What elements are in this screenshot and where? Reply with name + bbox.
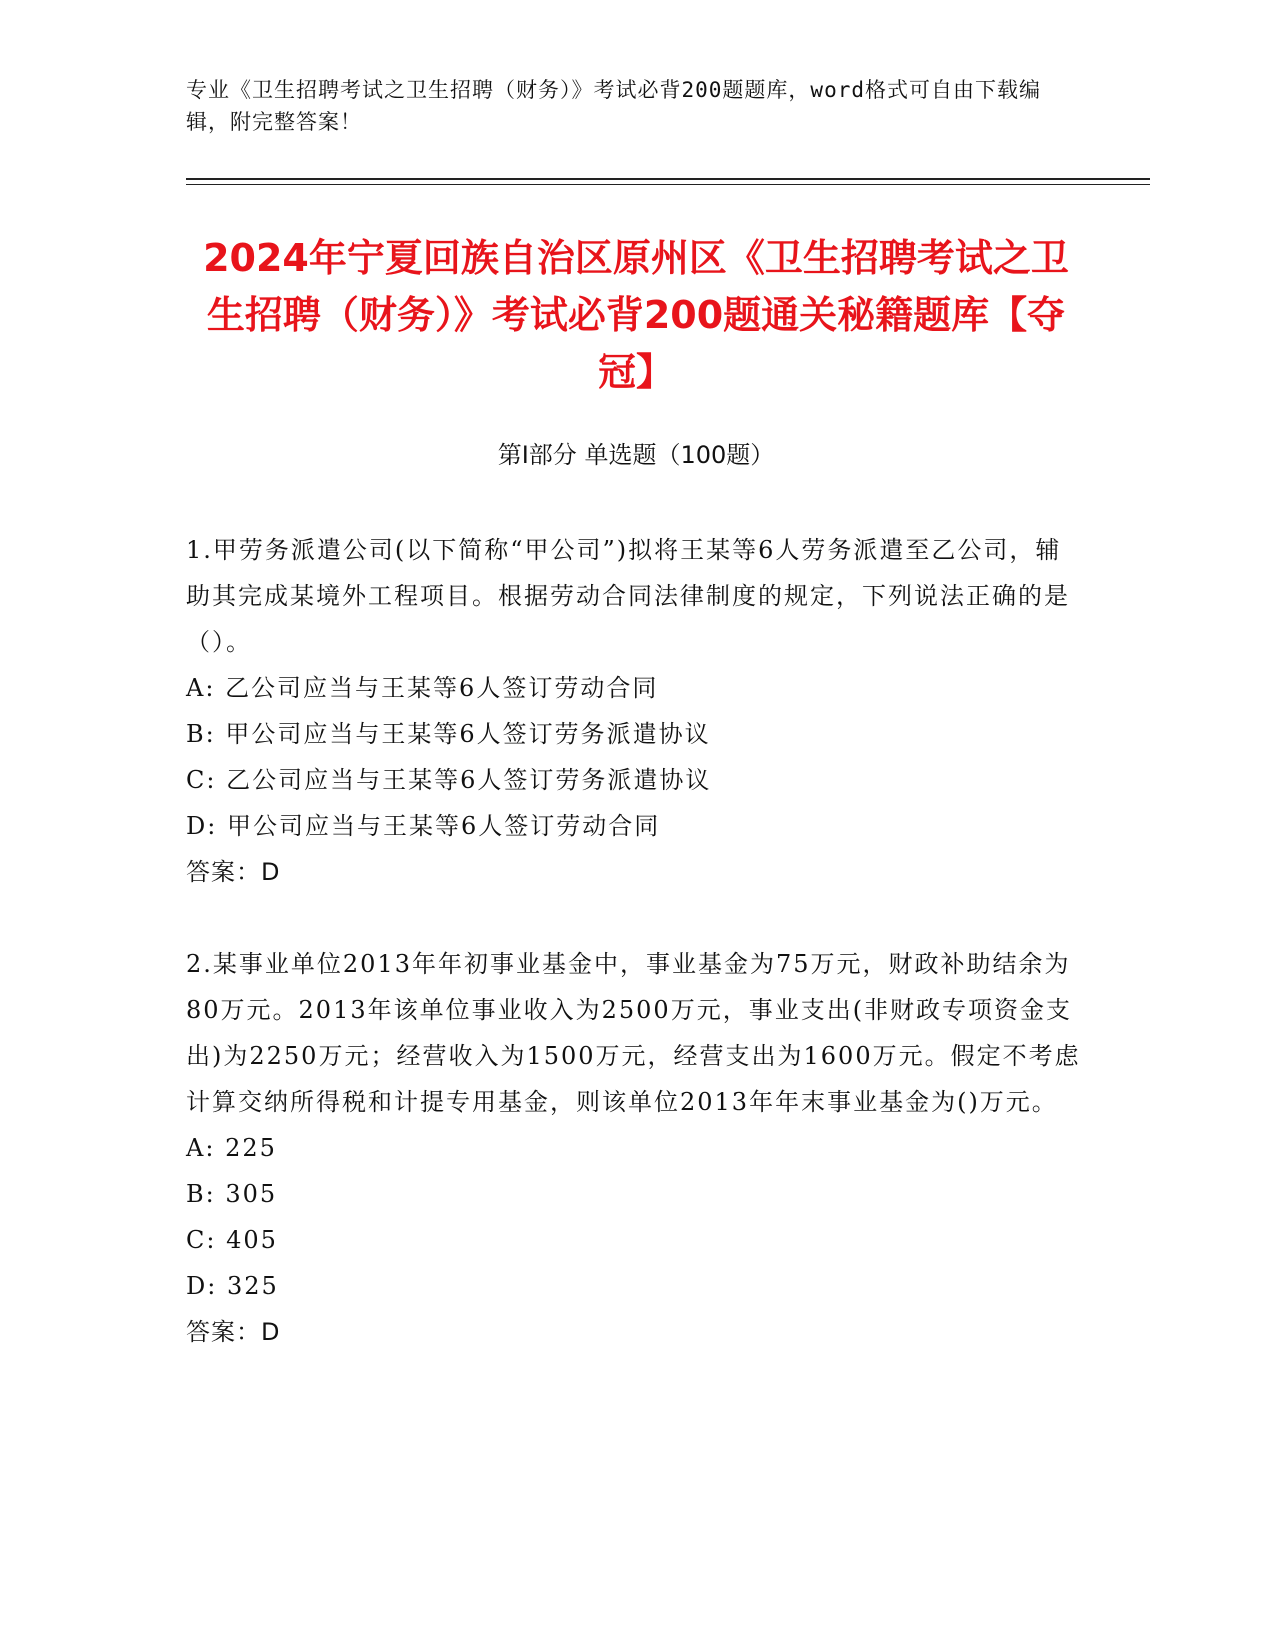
option-b	[186, 711, 1086, 757]
option-c	[186, 757, 1086, 803]
option-text: 225	[225, 1134, 277, 1162]
option-text: 乙公司应当与王某等6人签订劳动合同	[225, 674, 659, 702]
option-b	[186, 1171, 1086, 1217]
question-list	[186, 527, 1086, 1401]
option-text: 405	[226, 1226, 278, 1254]
option-letter: D:	[186, 812, 218, 840]
option-letter: A:	[186, 674, 216, 702]
option-d	[186, 1263, 1086, 1309]
document-title: 2024年宁夏回族自治区原州区《卫生招聘考试之卫生招聘（财务）》考试必背200题通关秘籍题库【夺冠】	[203, 236, 1069, 394]
question-1	[186, 527, 1086, 895]
option-text: 甲公司应当与王某等6人签订劳务派遣协议	[225, 720, 711, 748]
option-letter: A:	[186, 1134, 216, 1162]
option-letter: B:	[186, 1180, 216, 1208]
option-a	[186, 1125, 1086, 1171]
question-stem: 1.甲劳务派遣公司(以下简称“甲公司”)拟将王某等6人劳务派遣至乙公司，辅助其完成某境外工程项目。根据劳动合同法律制度的规定，下列说法正确的是（）。	[186, 536, 1070, 656]
option-text: 甲公司应当与王某等6人签订劳动合同	[226, 812, 661, 840]
header-note: 专业《卫生招聘考试之卫生招聘（财务）》考试必背200题题库，word格式可自由下载编辑，附完整答案！	[186, 78, 1041, 134]
section-title: 第Ⅰ部分 单选题（100题）	[497, 441, 775, 469]
answer-line: 答案：D	[186, 858, 281, 886]
option-letter: B:	[186, 720, 216, 748]
option-letter: C:	[186, 1226, 217, 1254]
option-a	[186, 665, 1086, 711]
question-stem: 2.某事业单位2013年年初事业基金中，事业基金为75万元，财政补助结余为80万元。2013年该单位事业收入为2500万元，事业支出(非财政专项资金支出)为2250万元；经营收入为1500万元，经营支出为1600万元。假定不考虑计算交纳所得税和计提专用基金，则该单位2013年年末事业基金为()万元。	[186, 950, 1081, 1116]
option-text: 325	[226, 1272, 279, 1300]
header-rule-thin	[186, 184, 1150, 185]
option-letter: C:	[186, 766, 217, 794]
option-text: 305	[225, 1180, 278, 1208]
option-text: 乙公司应当与王某等6人签订劳务派遣协议	[226, 766, 712, 794]
answer-line: 答案：D	[186, 1318, 281, 1346]
option-letter: D:	[186, 1272, 218, 1300]
option-c	[186, 1217, 1086, 1263]
header-rule-thick	[186, 178, 1150, 180]
question-2	[186, 941, 1086, 1355]
option-d	[186, 803, 1086, 849]
